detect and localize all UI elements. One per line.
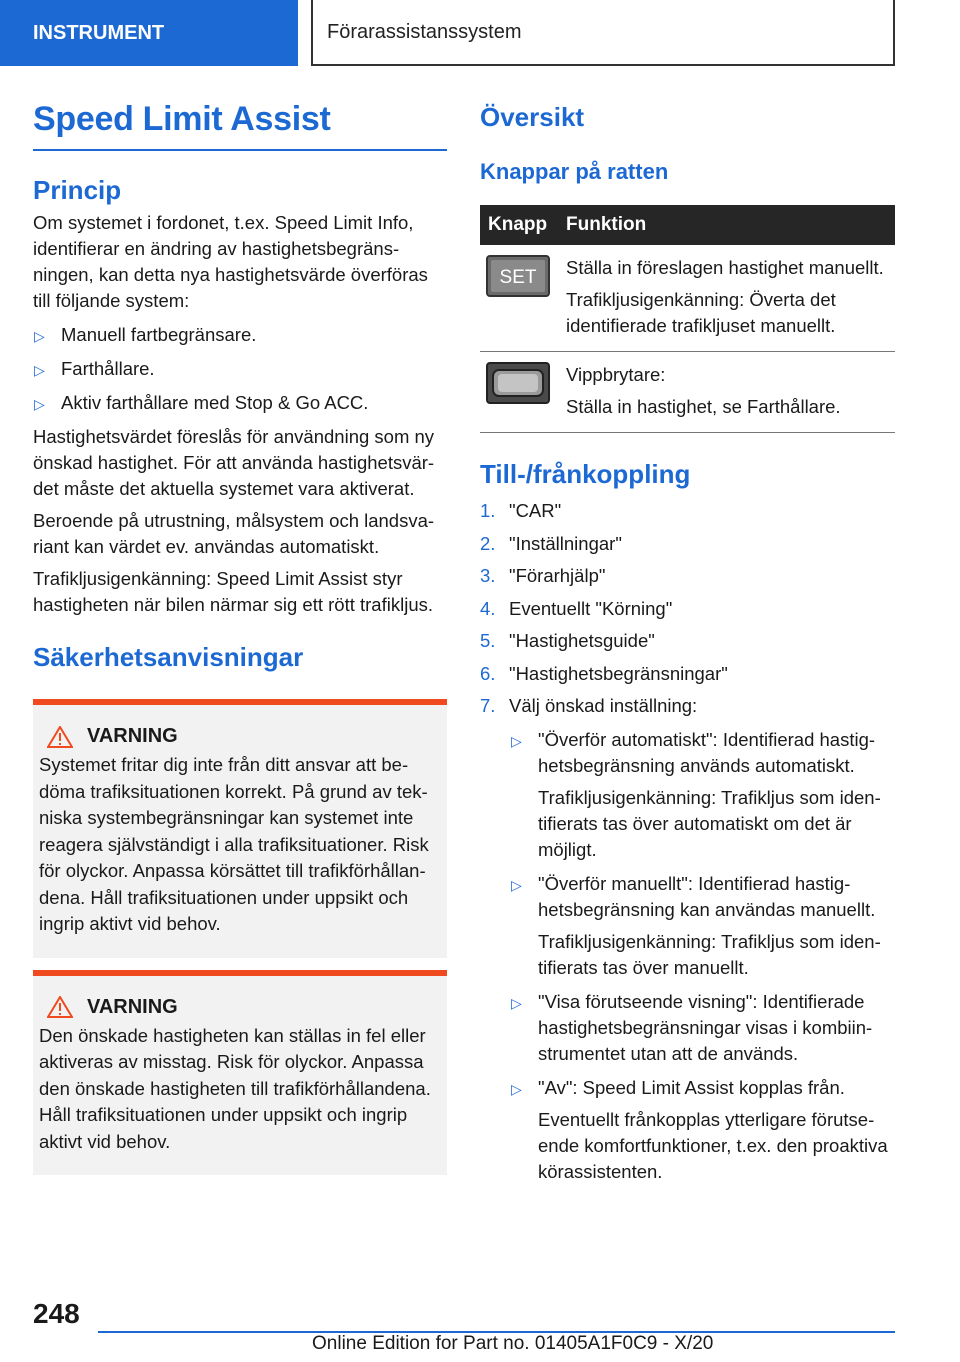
- warning-text: Den önskade hastigheten kan ställas in fel eller aktiveras av misstag. Risk för olyckor. Anpassa den önskade hastigheten till trafikförhållandena. Håll trafiksituationen under uppsikt och ingrip aktivt vid behov.: [39, 1024, 431, 1152]
- list-item: ▷ Farthållare.: [33, 356, 447, 382]
- triangle-bullet-icon: ▷: [511, 995, 522, 1011]
- overview-heading: Översikt: [480, 102, 585, 132]
- triangle-bullet-icon: ▷: [511, 1081, 522, 1097]
- chapter-tab: Förarassistanssystem: [311, 0, 895, 66]
- list-item: 2. "Inställningar": [480, 532, 622, 554]
- warning-label: VARNING: [87, 725, 178, 747]
- list-item: ▷ "Av": Speed Limit Assist kopplas från. Eventuellt frånkopplas ytterligare förutseende komfortfunktioner, t.ex. den proaktiva körassistenten.: [511, 1077, 888, 1182]
- rocker-switch-icon: [486, 362, 550, 404]
- section-tab: INSTRUMENT: [0, 0, 298, 66]
- steps-list: [480, 498, 895, 1185]
- list-item: 3. "Förarhjälp": [480, 565, 606, 586]
- princip-heading: Princip: [33, 175, 122, 205]
- function-text: Ställa in föreslagen hastighet manuellt.: [566, 257, 884, 278]
- function-text: Vippbrytare:: [566, 364, 666, 385]
- triangle-bullet-icon: ▷: [34, 362, 45, 378]
- page-header: [0, 0, 960, 66]
- paragraph: Beroende på utrustning, målsystem och landsvariant kan värdet ev. användas automatiskt.: [33, 510, 435, 557]
- list-item: ▷ "Överför manuellt": Identifierad hastighetsbegränsning kan användas manuellt. Trafikljusigenkänning: Trafikljus som identifierats tas över manuellt.: [511, 873, 881, 978]
- list-item: ▷ Aktiv farthållare med Stop & Go ACC.: [33, 390, 447, 416]
- left-column: [33, 100, 447, 1175]
- triangle-bullet-icon: ▷: [511, 877, 522, 893]
- toggle-heading: Till-/frånkoppling: [480, 459, 691, 489]
- triangle-bullet-icon: ▷: [34, 396, 45, 412]
- page-title: Speed Limit Assist: [33, 100, 447, 151]
- list-item: 7. Välj önskad inställning: ▷ "Överför automatiskt": Identifierad hastighetsbegränsning används automatiskt. Trafikljusigenkänning: Trafikljus som identifierats tas över automatiskt om det är möjligt. ▷ "Överför manuellt": Identifierad hastighetsbegränsning kan användas manuellt. Trafikljusigenkänning: Trafikljus som identifierats tas över manuellt. ▷ "Visa förutseende visning": Identifierade hastighetsbegränsningar visas i kombiinstrumentet utan att de används. ▷ "Av": Speed Limit Assist kopplas från. Eventuellt frånkopplas ytterligare förutseende komfortfunktioner, t.ex. den proaktiva körassistenten.: [480, 693, 895, 1185]
- table-row: [480, 352, 895, 433]
- safety-heading: Säkerhetsanvisningar: [33, 642, 304, 672]
- list-item: 6. "Hastighetsbegränsningar": [480, 662, 728, 684]
- column-header-button: Knapp: [480, 205, 558, 245]
- list-item: 1. "CAR": [480, 500, 562, 521]
- warning-box: [33, 699, 447, 958]
- table-row: [480, 245, 895, 352]
- page-number: 248: [33, 1298, 80, 1329]
- warning-box: [33, 970, 447, 1176]
- warning-triangle-icon: [47, 726, 73, 748]
- set-button-label: SET: [499, 267, 537, 288]
- list-item: 5. "Hastighetsguide": [480, 630, 655, 651]
- triangle-bullet-icon: ▷: [34, 328, 45, 344]
- warning-text: Systemet fritar dig inte från ditt ansvar att bedöma trafiksituationen korrekt. På grund av tekniska systembegränsningar kan systemet inte reagera självständigt i alla trafiksituationer. Risk för olyckor. Anpassa körsättet till trafikförhållandena. Håll trafiksituationen under uppsikt och ingrip aktivt vid behov.: [39, 754, 429, 934]
- triangle-bullet-icon: ▷: [511, 733, 522, 749]
- paragraph: Hastighetsvärdet föreslås för användning som ny önskad hastighet. För att använda hastighetsvärdet måste det aktuella systemet vara aktiverat.: [33, 426, 435, 499]
- buttons-table: [480, 205, 895, 433]
- list-item: ▷ Manuell fartbegränsare.: [33, 322, 447, 348]
- options-list: [509, 727, 895, 1185]
- buttons-heading: Knappar på ratten: [480, 159, 669, 184]
- edition-text: Online Edition for Part no. 01405A1F0C9 - X/20: [312, 1333, 714, 1354]
- paragraph: Trafikljusigenkänning: Speed Limit Assist styr hastigheten när bilen närmar sig ett rött trafikljus.: [33, 568, 433, 615]
- right-column: [480, 100, 895, 1193]
- princip-text: Om systemet i fordonet, t.ex. Speed Limit Info, identifierar en ändring av hastighetsbegränsningen, kan detta nya hastighetsvärde överföras till följande system:: [33, 212, 428, 311]
- list-item: ▷ "Visa förutseende visning": Identifierade hastighetsbegränsningar visas i kombiinstrumentet utan att de används.: [511, 991, 873, 1064]
- set-button-icon: [486, 255, 550, 297]
- warning-triangle-icon: [47, 996, 73, 1018]
- list-item: 4. Eventuellt "Körning": [480, 597, 673, 619]
- column-header-function: Funktion: [558, 205, 895, 245]
- list-item: ▷ "Överför automatiskt": Identifierad hastighetsbegränsning används automatiskt. Trafikljusigenkänning: Trafikljus som identifierats tas över automatiskt om det är möjligt.: [511, 729, 881, 860]
- warning-label: VARNING: [87, 995, 178, 1018]
- function-text: Ställa in hastighet, se Farthållare.: [566, 396, 841, 417]
- systems-list: [33, 322, 447, 416]
- table-header-row: [480, 205, 895, 245]
- function-text: Trafikljusigenkänning: Överta det identifierade trafikljuset manuellt.: [566, 289, 836, 336]
